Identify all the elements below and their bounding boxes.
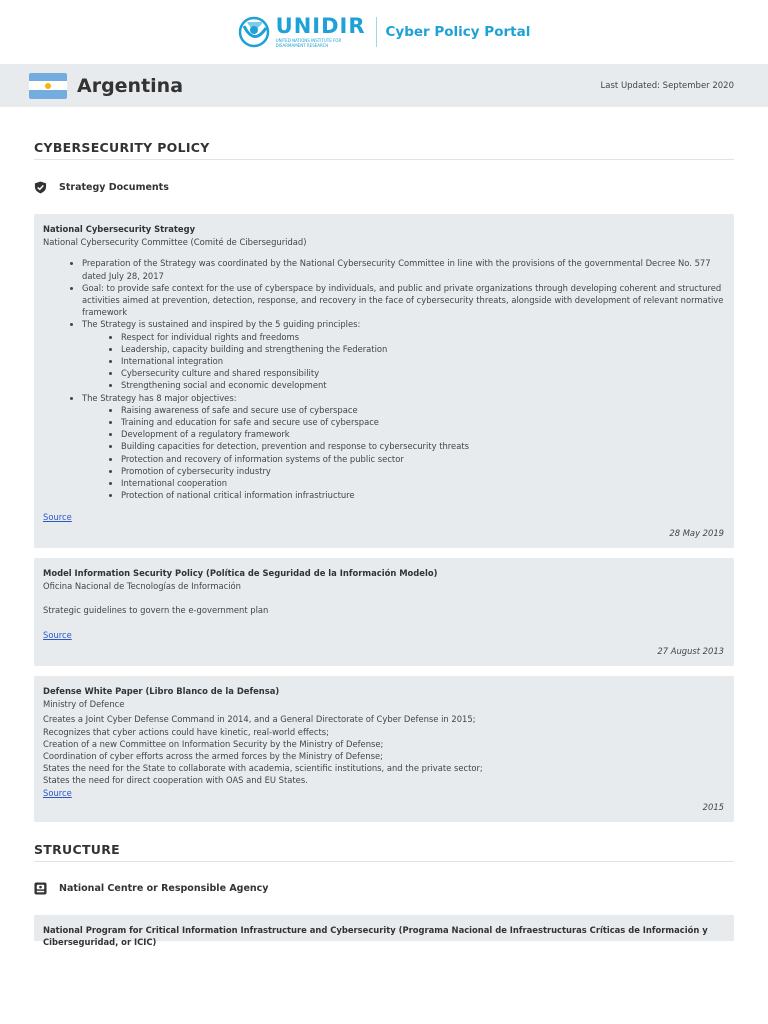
logo-name: UNIDIR [275, 13, 366, 38]
card-date: 2015 [702, 801, 724, 812]
country-name: Argentina [77, 74, 184, 97]
list-item: • Training and education for safe and secure use of cyberspace [121, 416, 724, 428]
unidir-logo[interactable] [238, 13, 366, 49]
list-item: • Leadership, capacity building and strengthening the Federation [121, 343, 724, 355]
card-line: Coordination of cyber efforts across the armed forces by the Ministry of Defense; [43, 750, 383, 761]
source-link[interactable]: Source [43, 512, 72, 523]
list-item: • Goal: to provide safe context for the use of cyberspace by individuals, and public and private organizations through developing coherent and structured activities aimed at prevention, detection, response, and recovery in the face of cybersecurity threats, alongside with development of relevant normative framework [82, 282, 724, 319]
subhead-agency-label: National Centre or Responsible Agency [59, 883, 269, 895]
list-item: • Development of a regulatory framework [121, 428, 724, 440]
card-text: Strategic guidelines to govern the e-government plan [43, 605, 269, 616]
subhead-agency [34, 881, 734, 897]
card-subtitle: Oficina Nacional de Tecnologías de Información [43, 581, 241, 592]
agency-building-icon [34, 882, 47, 895]
list-item: • Promotion of cybersecurity industry [121, 465, 724, 477]
subhead-strategy-label: Strategy Documents [59, 181, 169, 193]
list-item: • The Strategy has 8 major objectives: • Raising awareness of safe and secure use of cyberspace • Training and education for safe and secure use of cyberspace • Development of a regulatory framework • Building capacities for detection, prevention and response to cybersecurity threats • Protection and recovery of information systems of the public sector • Promotion of cybersecurity industry • International cooperation • Protection of national critical information infrastriucture [82, 392, 724, 502]
card-title: National Program for Critical Information Infrastructure and Cybersecurity (Programa Nacional de Infraestructuras Críticas de Información y Ciberseguridad, or ICIC) [43, 924, 708, 948]
logo-text [275, 13, 366, 49]
list-item: • The Strategy is sustained and inspired by the 5 guiding principles: • Respect for individual rights and freedoms • Leadership, capacity building and strengthening the Federation • International integration • Cybersecurity culture and shared responsibility • Strengthening social and economic development [82, 318, 724, 391]
policy-card [34, 558, 734, 666]
list-item: • International integration [121, 355, 724, 367]
list-item: • Protection of national critical information infrastriucture [121, 489, 724, 501]
card-line: Creates a Joint Cyber Defense Command in 2014, and a General Directorate of Cyber Defense in 2015; [43, 714, 476, 725]
list-item: • International cooperation [121, 477, 724, 489]
card-subtitle: Ministry of Defence [43, 699, 125, 710]
card-line: Creation of a new Committee on Information Security by the Ministry of Defense; [43, 738, 384, 749]
logo-divider [376, 17, 377, 47]
list-item: • Cybersecurity culture and shared responsibility [121, 367, 724, 379]
source-link[interactable]: Source [43, 630, 72, 641]
list-item: • Building capacities for detection, prevention and response to cybersecurity threats [121, 440, 724, 452]
section-title-policy: CYBERSECURITY POLICY [34, 140, 734, 160]
list-item: • Preparation of the Strategy was coordinated by the National Cybersecurity Committee in line with the provisions of the governmental Decree No. 577 dated July 28, 2017 [82, 257, 724, 281]
policy-card [34, 214, 734, 548]
source-link[interactable]: Source [43, 787, 72, 798]
objectives-list [82, 404, 724, 502]
policy-card [34, 915, 734, 948]
last-updated: Last Updated: September 2020 [600, 81, 734, 91]
list-item: • Protection and recovery of information systems of the public sector [121, 453, 724, 465]
card-lines [43, 713, 724, 786]
list-item: • Respect for individual rights and freedoms [121, 331, 724, 343]
list-item: • Raising awareness of safe and secure use of cyberspace [121, 404, 724, 416]
argentina-flag-icon [29, 73, 67, 99]
logo-subtitle: UNITED NATIONS INSTITUTE FOR DISARMAMENT RESEARCH [275, 37, 342, 48]
shield-check-icon [34, 181, 47, 194]
unidir-emblem-icon [238, 16, 270, 48]
portal-title[interactable]: Cyber Policy Portal [385, 24, 531, 40]
card-date: 27 August 2013 [657, 645, 724, 656]
subhead-strategy [34, 179, 734, 195]
card-subtitle: National Cybersecurity Committee (Comité de Ciberseguridad) [43, 237, 307, 248]
card-date: 28 May 2019 [669, 527, 724, 538]
card-title: Defense White Paper (Libro Blanco de la Defensa) [43, 685, 280, 696]
section-title-structure: STRUCTURE [34, 842, 734, 862]
card-title: National Cybersecurity Strategy [43, 224, 196, 234]
top-bar [0, 0, 768, 64]
policy-card [34, 676, 734, 822]
principles-list [82, 331, 724, 392]
card-bullet-list [43, 257, 724, 501]
card-line: States the need for the State to collaborate with academia, scientific institutions, and the private sector; [43, 763, 483, 774]
main-content [0, 140, 768, 948]
card-line: States the need for direct cooperation with OAS and EU States. [43, 775, 308, 786]
card-title: Model Information Security Policy (Política de Seguridad de la Información Modelo) [43, 567, 438, 578]
country-bar [0, 64, 768, 107]
card-line: Recognizes that cyber actions could have kinetic, real-world effects; [43, 726, 329, 737]
list-item: • Strengthening social and economic development [121, 379, 724, 391]
